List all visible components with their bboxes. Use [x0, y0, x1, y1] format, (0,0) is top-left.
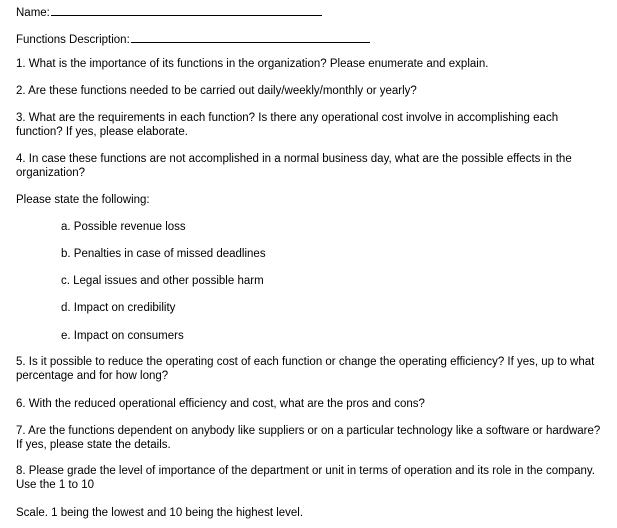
question-1: 1. What is the importance of its functions in the organization? Please enumerate and explain. — [16, 58, 489, 70]
question-4: 4. In case these functions are not accomplished in a normal business day, what are the possible effects in the organization? — [16, 153, 572, 179]
question-7: 7. Are the functions dependent on anybody like suppliers or on a particular technology like a software or hardware? If yes, please state the details. — [16, 425, 601, 451]
name-input-line[interactable] — [51, 4, 322, 16]
effect-item-d: d. Impact on credibility — [61, 302, 176, 314]
functions-description-label: Functions Description: — [16, 34, 130, 46]
effect-item-a: a. Possible revenue loss — [61, 221, 186, 233]
effect-item-c: c. Legal issues and other possible harm — [61, 275, 264, 287]
effect-item-e: e. Impact on consumers — [61, 330, 184, 342]
name-label: Name: — [16, 7, 50, 19]
question-5: 5. Is it possible to reduce the operating cost of each function or change the operating efficiency? If yes, up to what percentage and for how long? — [16, 356, 595, 382]
functions-description-row — [16, 31, 370, 48]
please-state-heading: Please state the following: — [16, 194, 150, 206]
question-6: 6. With the reduced operational efficiency and cost, what are the pros and cons? — [16, 398, 425, 410]
name-field-row — [16, 4, 322, 21]
effect-item-b: b. Penalties in case of missed deadlines — [61, 248, 266, 260]
question-2: 2. Are these functions needed to be carried out daily/weekly/monthly or yearly? — [16, 85, 417, 97]
scale-note: Scale. 1 being the lowest and 10 being the highest level. — [16, 507, 304, 519]
question-8: 8. Please grade the level of importance of the department or unit in terms of operation and its role in the company. Use the 1 to 10 — [16, 465, 595, 491]
question-3: 3. What are the requirements in each function? Is there any operational cost involve in accomplishing each function? If yes, please elaborate. — [16, 112, 559, 138]
functions-description-input-line[interactable] — [131, 31, 370, 43]
